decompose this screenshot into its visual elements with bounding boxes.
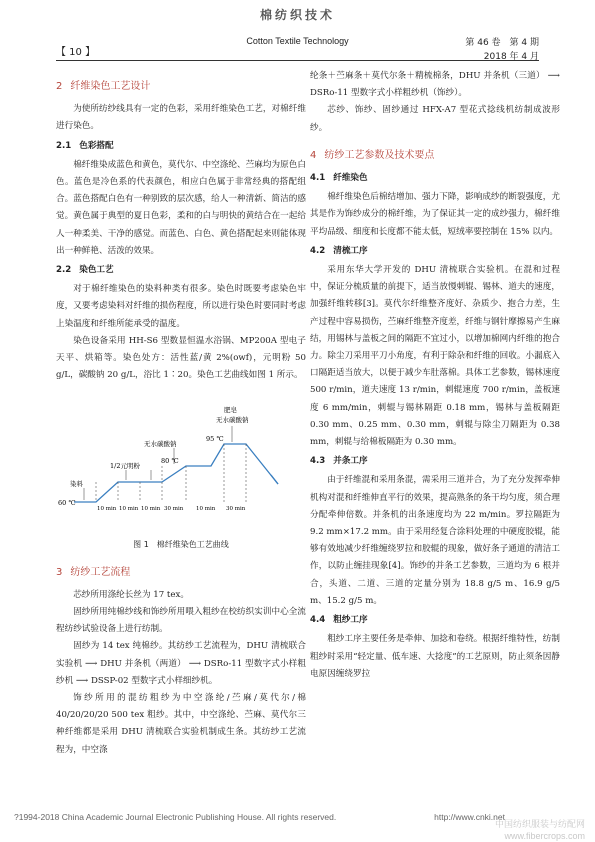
label-na2co3b: 无水碳酸钠	[216, 416, 249, 425]
journal-logo: 棉纺织技术	[259, 8, 335, 22]
label-soap: 肥皂	[224, 406, 237, 415]
section-number: 2	[56, 81, 63, 92]
curve-arrow	[271, 475, 278, 484]
time-label: 10 min	[141, 506, 161, 513]
subsection-4-1-heading	[310, 170, 560, 187]
paragraph: 为使所纺纱线具有一定的色彩，采用纤维染色工艺，对棉纤维进行染色。	[56, 104, 306, 132]
watermark-line: www.fibercrops.com	[504, 831, 585, 841]
section-3-heading	[56, 564, 306, 581]
subsection-number: 2.1	[56, 140, 72, 151]
watermark-line: 中国纺织服装与纺配网	[494, 819, 585, 829]
journal-name: Cotton Textile Technology	[246, 36, 349, 46]
issue-date: 2018 年 4 月	[483, 52, 539, 62]
subsection-title: 色彩搭配	[79, 140, 114, 151]
section-title: 纤维染色工艺设计	[70, 81, 151, 92]
paragraph: 纶条＋苎麻条＋莫代尔条＋精梳棉条，DHU 并条机（三道） ⟶ DSRo-11 型数字式小样粗纱机（饰纱）。	[310, 71, 560, 99]
cnki-link[interactable]: http://www.cnki.net	[434, 812, 505, 822]
section-title: 纺纱工艺参数及技术要点	[324, 149, 435, 161]
section-2-heading	[56, 78, 306, 95]
section-title: 纺纱工艺流程	[70, 566, 131, 578]
paragraph: 固纱所用纯棉纱线和饰纱所用喂入粗纱在校纺织实训中心全流程纺纱试验设备上进行纺制。	[56, 607, 306, 635]
subsection-title: 并条工序	[333, 456, 368, 467]
copyright-footer: ?1994-2018 China Academic Journal Electronic Publishing House. All rights reserved.	[14, 812, 337, 822]
subsection-number: 2.2	[56, 265, 72, 276]
dyeing-curve-figure	[56, 384, 306, 534]
paragraph: 固纱为 14 tex 纯棉纱。其纺纱工艺流程为，DHU 清梳联合实验机 ⟶ DHU 并条机（两道） ⟶ DSRo-11 型数字式小样粗纱机 ⟶ DSSP-02 型数字式小样细纱机。	[56, 641, 306, 686]
paragraph: 芯纱、饰纱、固纱通过 HFX-A7 型花式捻线机纺制成波形纱。	[310, 105, 560, 133]
paragraph: 棉纤维染成蓝色和黄色，莫代尔、中空涤纶、苎麻均为原色白色。蓝色是冷色系的代表颜色，相应白色属于非常经典的搭配组合。蓝色搭配白色有一种别致的层次感，给人一种清新、简洁的感觉。黄色属于典型的夏日色彩，柔和的白与明快的黄结合在一起给人一种柔美、干净的感觉。而蓝色、白色、黄色搭配起来则能体现出一种鲜艳、活泼的效果。	[56, 159, 306, 256]
label-na2co3: 无水碳酸钠	[144, 440, 177, 449]
subsection-title: 染色工艺	[79, 265, 114, 276]
paragraph: 芯纱所用涤纶长丝为 17 tex。	[73, 589, 189, 600]
subsection-number: 4.3	[310, 456, 326, 467]
section-4-heading	[310, 147, 560, 164]
time-label: 30 min	[164, 506, 184, 513]
label-yuanming: 1/2元明粉	[110, 462, 140, 471]
label-80c: 80 ℃	[161, 457, 179, 466]
section-number: 4	[310, 149, 317, 161]
subsection-4-4-heading	[310, 612, 560, 629]
section-number: 3	[56, 566, 63, 578]
subsection-2-1-heading	[56, 138, 306, 155]
paragraph: 由于纤维混和采用条混，需采用三道并合，为了充分发挥牵伸机构对混和纤维伸直平行的效果，提高熟条的条干均匀度，须合理分配牵伸倍数。并条机的出条速度均为 22 m/min。罗拉隔距为 9.2 mm×17.2 mm。由于采用经复合涂料处理的中硬度胶辊，能够有效地减少纤维缠绕罗拉和胶辊的现象，做好条子通道的清洁工作，以防止缠挂现象[4]。饰纱的并条工艺参数，三道均为 6 根并合，头道、二道、三道的定量分别为 18.8 g/5 m、16.9 g/5 m、15.2 g/5 m。	[310, 475, 560, 606]
time-label: 30 min	[226, 506, 246, 513]
paragraph: 棉纤维染色后棉结增加、强力下降，影响成纱的断裂强度，尤其是作为饰纱成分的棉纤维，为了保证其一定的成纱强力，棉纤维平均品级、细度和长度都不能太低，短绒率要控制在 15% 以内。	[310, 192, 560, 237]
volume-issue: 第 46 卷 第 4 期	[465, 38, 539, 48]
subsection-number: 4.2	[310, 245, 326, 256]
subsection-4-2-heading	[310, 243, 560, 260]
label-60c: 60 ℃	[58, 499, 76, 508]
temperature-curve	[74, 444, 278, 502]
header-rule	[56, 60, 539, 61]
label-95c: 95 ℃	[206, 435, 224, 444]
paragraph: 粗纱工序主要任务是牵伸、加捻和卷绕。根据纤维特性，纺制粗纱时采用“轻定量、低车速、大捻度”的工艺原则，防止须条因静电原因缠绕罗拉	[310, 634, 560, 679]
time-label: 10 min	[97, 506, 117, 513]
left-column	[56, 68, 306, 759]
figure-caption: 图 1 棉纤维染色工艺曲线	[133, 540, 229, 550]
subsection-number: 4.1	[310, 173, 326, 184]
paragraph: 饰纱所用的混纺粗纱为中空涤纶/苎麻/莫代尔/棉 40/20/20/20 500 tex 粗纱。其中，中空涤纶、苎麻、莫代尔三种纤维都是采用 DHU 清梳联合实验机制成生条。其纺纱工艺流程为，中空涤	[56, 693, 306, 755]
subsection-title: 清梳工序	[333, 245, 368, 256]
paragraph: 对于棉纤维染色的染料种类有很多。染色时既要考虑染色牢度，又要考虑染料对纤维的损伤程度，所以进行染色时要同时考虑上染温度和纤维所能承受的温度。	[56, 284, 306, 329]
label-dye: 染料	[70, 480, 83, 489]
dyeing-curve-svg	[56, 384, 306, 534]
paragraph: 采用东华大学开发的 DHU 清梳联合实验机。在混和过程中，保证分梳质量的前提下，适当放慢刺辊、锡林、道夫的速度，加强纤维转移[3]。莫代尔纤维整齐度好、杂质少、抱合力差，生产过程中容易损伤，苎麻纤维整齐度差，纤维与钢针摩擦易产生麻结，用锡林与盖板之间的隔距不宜过小，以增加棉网内纤维的抱合力。除尘刀采用平刀小角度，有利于除杂和纤维的回收。小漏底入口隔距适当放大，以便于减少车肚落棉。具体工艺参数，锡林速度 500 r/min，道夫速度 13 r/min，刺辊速度 700 r/min，盖板速度 6 mm/min，刺辊与锡林隔距 0.18 mm，锡林与盖板隔距 0.30 mm、0.25 mm、0.30 mm，刺辊与除尘刀隔距为 0.38 mm，刺辊与给棉板隔距为 0.30 mm。	[310, 265, 560, 448]
time-label: 10 min	[196, 506, 216, 513]
page-number: 【 10 】	[56, 47, 96, 58]
right-column	[310, 68, 560, 683]
subsection-title: 粗纱工序	[333, 615, 368, 626]
subsection-4-3-heading	[310, 453, 560, 470]
watermark	[495, 818, 585, 842]
time-label: 10 min	[119, 506, 139, 513]
paragraph: 染色设备采用 HH-S6 型数显恒温水浴锅、MP200A 型电子天平、烘箱等。染色处方：活性蓝/黄 2%(owf)，元明粉 50 g/L，碳酸钠 20 g/L，浴比 1∶20。染色工艺曲线如图 1 所示。	[56, 335, 306, 381]
subsection-number: 4.4	[310, 615, 326, 626]
subsection-title: 纤维染色	[333, 173, 368, 184]
subsection-2-2-heading	[56, 262, 306, 279]
